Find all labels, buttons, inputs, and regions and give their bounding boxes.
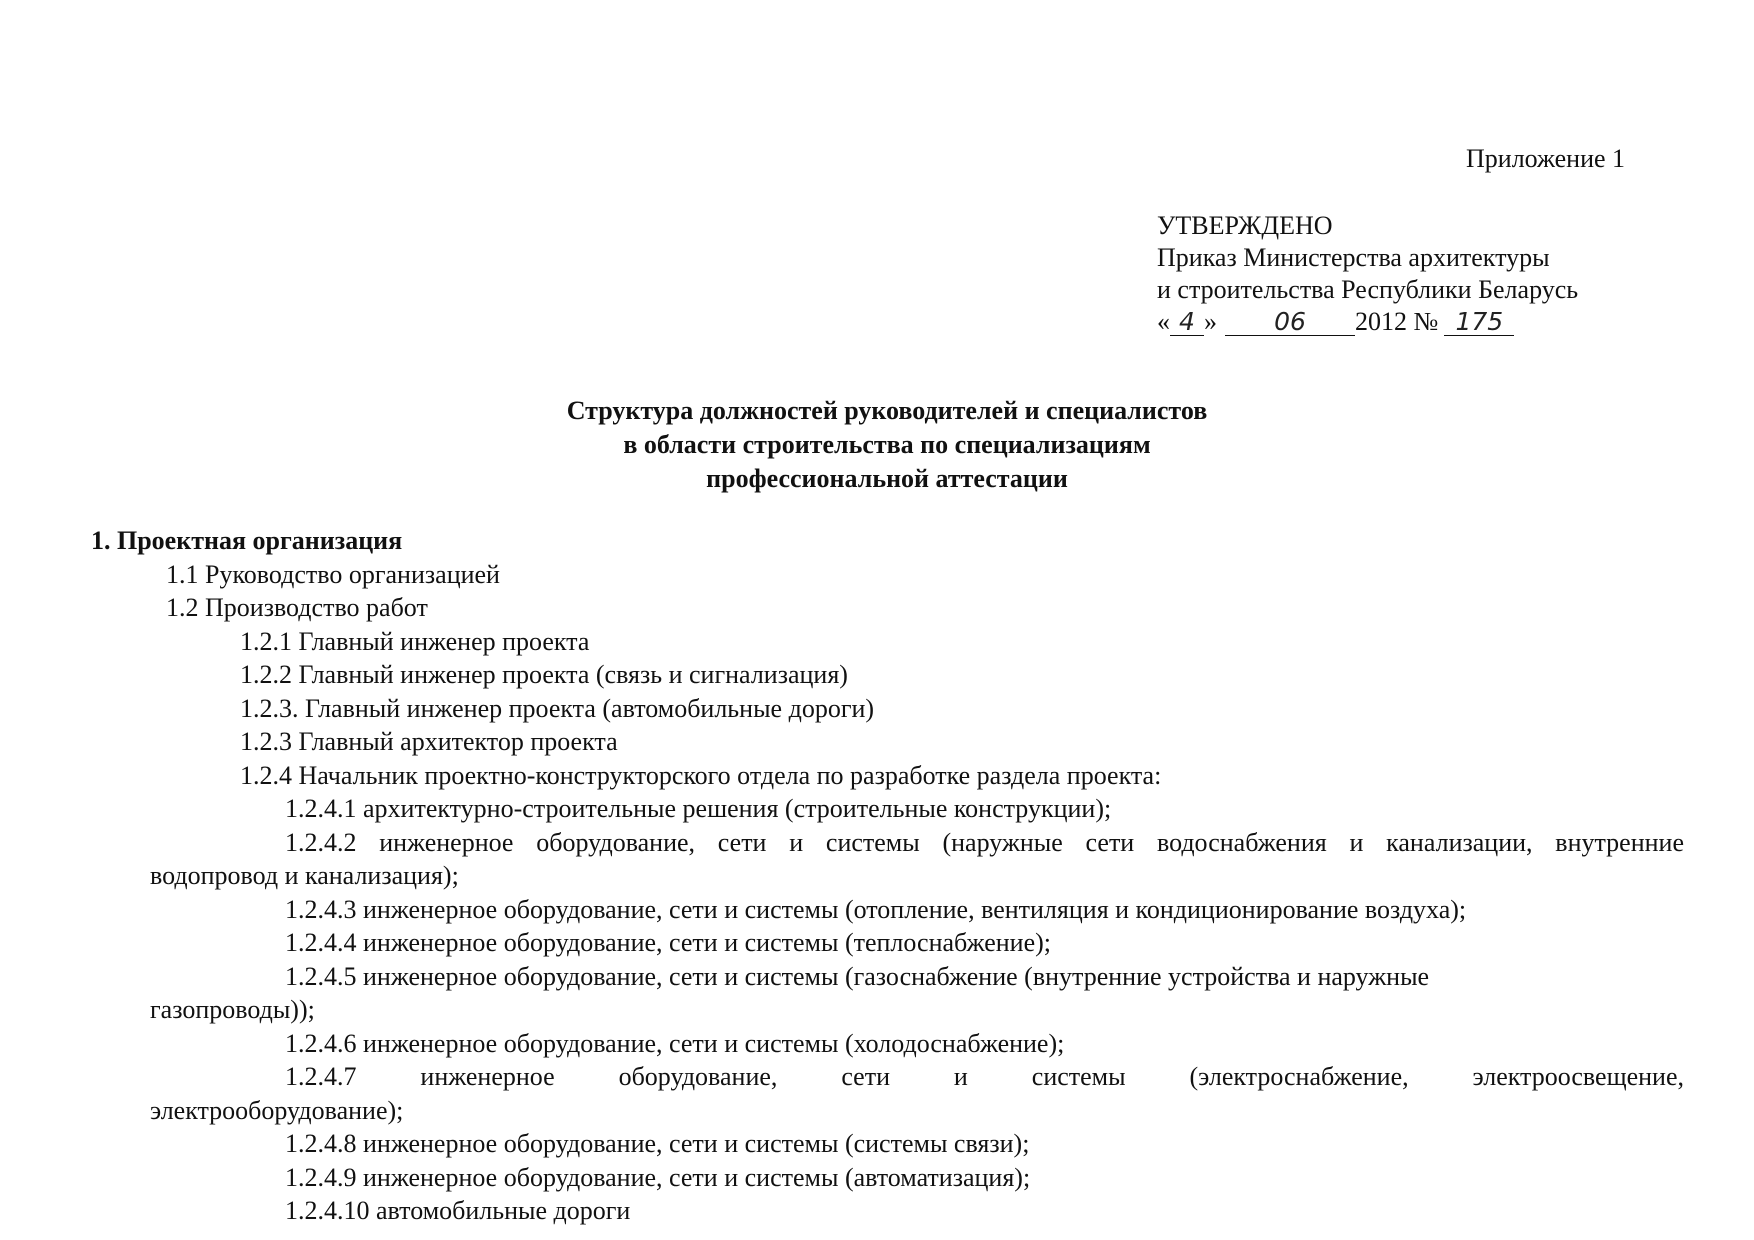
list-item-line: водопровод и канализация); — [150, 861, 459, 890]
list-item: 1.2.4.8 инженерное оборудование, сети и системы (системы связи); — [285, 1129, 1030, 1158]
list-item: 1.2.4.6 инженерное оборудование, сети и системы (холодоснабжение); — [285, 1028, 1065, 1058]
list-item-line: 1.2.4.7 инженерное оборудование, сети и системы (электроснабжение, электроосвещение, — [285, 1062, 1684, 1091]
title-line-1: Структура должностей руководителей и специалистов — [566, 396, 1208, 425]
approval-order-line-2: и строительства Республики Беларусь — [1157, 275, 1579, 304]
approval-stamp: УТВЕРЖДЕНО — [1157, 211, 1333, 240]
approval-month: 06 — [1225, 309, 1355, 336]
title-line-3: профессиональной аттестации — [706, 464, 1068, 493]
list-item: 1.2.4.1 архитектурно-строительные решения (строительные конструкции); — [285, 794, 1112, 823]
list-item: 1.2.4.4 инженерное оборудование, сети и системы (теплоснабжение); — [285, 928, 1052, 957]
list-item-line: газопроводы)); — [150, 995, 315, 1024]
list-item-line: 1.2.4.2 инженерное оборудование, сети и системы (наружные сети водоснабжения и канализации, внутренние — [285, 827, 1684, 857]
list-item: 1.2.4.9 инженерное оборудование, сети и системы (автоматизация); — [285, 1162, 1031, 1192]
structure-list — [0, 524, 1754, 1228]
list-item-line: электрооборудование); — [150, 1095, 404, 1125]
list-item — [0, 960, 1684, 1027]
appendix-label: Приложение 1 — [1466, 144, 1626, 173]
list-item: 1.2.4.3 инженерное оборудование, сети и системы (отопление, вентиляция и кондиционирование воздуха); — [285, 894, 1467, 924]
approval-number: 175 — [1444, 309, 1514, 336]
list-item: 1.2.3 Главный архитектор проекта — [240, 727, 618, 756]
approval-date-line — [1157, 306, 1578, 338]
list-item: 1.2.1 Главный инженер проекта — [240, 626, 590, 656]
list-item — [0, 1060, 1684, 1127]
section-heading: 1. Проектная организация — [91, 526, 403, 555]
list-item: 1.2.4 Начальник проектно-конструкторского отдела по разработке раздела проекта: — [240, 760, 1162, 790]
list-item: 1.2.4.10 автомобильные дороги — [285, 1196, 631, 1225]
approval-year: 2012 № — [1355, 307, 1439, 336]
list-item: 1.1 Руководство организацией — [166, 559, 500, 589]
list-item-line: 1.2.4.5 инженерное оборудование, сети и системы (газоснабжение (внутренние устройства и наружные — [285, 961, 1430, 991]
quote-close: » — [1204, 307, 1217, 336]
approval-block — [1157, 210, 1578, 338]
list-item: 1.2.2 Главный инженер проекта (связь и сигнализация) — [240, 660, 848, 689]
quote-open: « — [1157, 307, 1170, 336]
approval-order-line-1: Приказ Министерства архитектуры — [1157, 243, 1550, 272]
approval-day: 4 — [1170, 309, 1204, 336]
list-item: 1.2 Производство работ — [166, 593, 428, 622]
list-item: 1.2.3. Главный инженер проекта (автомобильные дороги) — [240, 693, 875, 723]
document-title — [0, 394, 1754, 496]
list-item — [0, 826, 1684, 893]
title-line-2: в области строительства по специализациям — [623, 430, 1151, 459]
